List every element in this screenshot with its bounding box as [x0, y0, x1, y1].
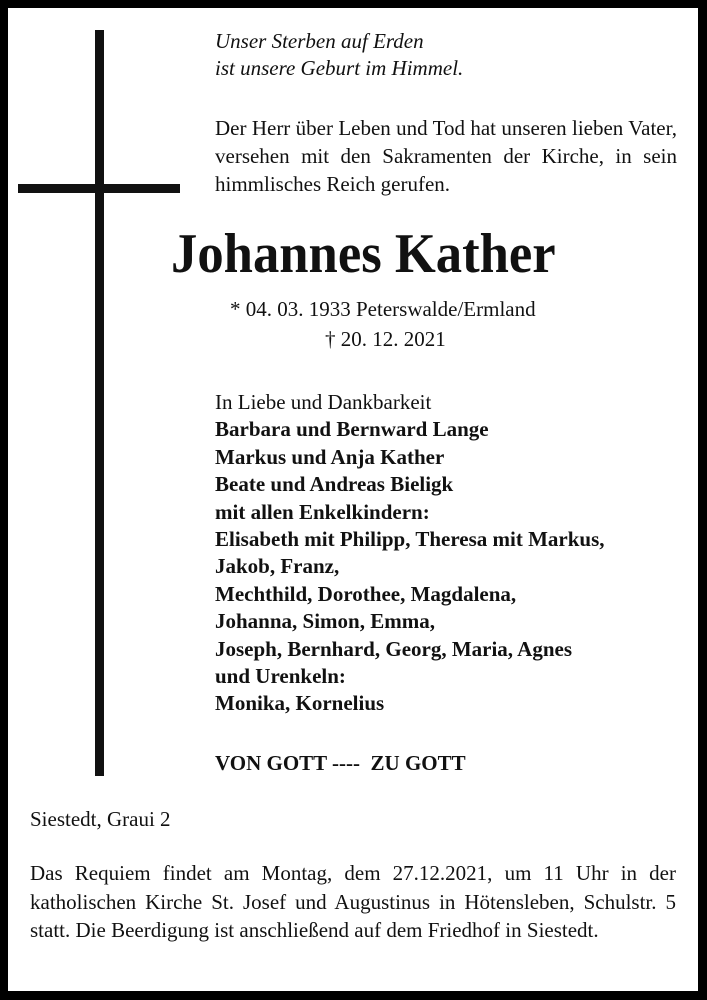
family-line: Monika, Kornelius [215, 691, 385, 716]
obituary-card [8, 8, 698, 991]
family-line: Elisabeth mit Philipp, Theresa mit Markus, [215, 527, 605, 552]
family-line: mit allen Enkelkindern: [215, 499, 430, 524]
family-intro-line: In Liebe und Dankbarkeit [215, 390, 432, 414]
cross-icon-horizontal-beam [18, 184, 180, 193]
family-line: Markus und Anja Kather [215, 444, 445, 469]
requiem-notice: Das Requiem findet am Montag, dem 27.12.2021, um 11 Uhr in der katholischen Kirche St. Josef und Augustinus in Hötensleben, Schulstr. 5 statt. Die Beerdigung ist anschließend auf dem Friedhof in Siestedt. [30, 861, 676, 942]
family-line: Mechthild, Dorothee, Magdalena, [215, 581, 517, 606]
motto [215, 28, 463, 82]
birth-date: * 04. 03. 1933 Peterswalde/Ermland [230, 297, 536, 321]
closing-phrase: VON GOTT ---- ZU GOTT [215, 751, 466, 775]
family-line: Johanna, Simon, Emma, [215, 609, 435, 634]
motto-line-1: Unser Sterben auf Erden [215, 29, 424, 53]
motto-line-2: ist unsere Geburt im Himmel. [215, 56, 464, 80]
family-line: Joseph, Bernhard, Georg, Maria, Agnes [215, 636, 572, 661]
address: Siestedt, Graui 2 [30, 807, 171, 831]
cross-icon-vertical-beam [95, 30, 104, 776]
family-line: und Urenkeln: [215, 664, 346, 689]
family-line: Barbara und Bernward Lange [215, 417, 489, 442]
intro-text: Der Herr über Leben und Tod hat unseren lieben Vater, versehen mit den Sakramenten der Kirche, in sein himmlisches Reich gerufen. [215, 116, 677, 196]
family-line: Jakob, Franz, [215, 554, 340, 579]
death-date: † 20. 12. 2021 [325, 327, 446, 351]
deceased-name: Johannes Kather [171, 223, 556, 285]
family-line: Beate und Andreas Bieligk [215, 472, 454, 497]
family-list [215, 389, 685, 718]
